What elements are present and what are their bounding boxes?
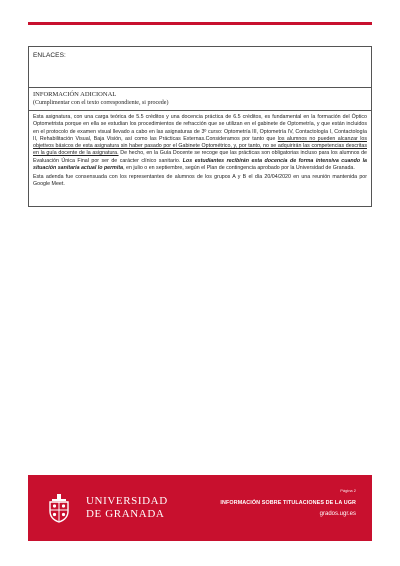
additional-info-subtitle: (Cumplimentar con el texto correspondiente, si procede) [33, 100, 169, 106]
additional-info-header [28, 88, 372, 111]
additional-info-body [28, 111, 372, 207]
paragraph-2: Esta adenda fue consensuada con los representantes de alumnos de los grupos A y B el día 20/04/2020 en una reunión mantenida por Google Meet. [33, 174, 367, 188]
header-rule [28, 22, 372, 25]
links-label: ENLACES: [33, 52, 66, 59]
grados-link[interactable]: grados.ugr.es [319, 511, 356, 517]
page-number: Página 2 [340, 488, 356, 493]
paragraph-1-run: , en julio o en septiembre, según el Plan de contingencia aprobado por la Universidad de Granada. [123, 165, 355, 172]
university-name-line2: DE GRANADA [86, 508, 165, 520]
university-seal-icon [46, 493, 72, 523]
paragraph-1 [33, 114, 367, 172]
paragraph-1-run: Los estudiantes recibirán esta docencia de forma intensiva cuando la situación sanitaria actual lo permita [33, 157, 367, 172]
footer [28, 475, 372, 541]
paragraph-1-run: Esta asignatura, con una carga teórica de 5.5 créditos y una docencia práctica de 6.5 créditos, es fundamental en la formación del Óptico Optometrista porque en ella se estudian los procedimientos de refracción que se utilizan en el gabinete de Optometría, y que están incluidos en el protocolo de examen visual llevado a cabo en las asignaturas de 3º curso: Optometría III, Optometría IV, Contactología I, Contactología II, Rehabilitación Visual, Baja Visión, así como las Prácticas Externas.Consideramos por tanto que [33, 114, 367, 142]
paragraph-1-run: los alumnos no pueden alcanzar los objetivos básicos de esta asignatura sin haber pasado por el Gabinete Optométrico, y, por tanto, no se adquirirán las competencias descritas en la guía docente de la asignatura. [33, 135, 367, 157]
additional-info-title: INFORMACIÓN ADICIONAL [33, 91, 117, 98]
paragraph-1-run: De hecho, en la Guía Docente se recoge que las prácticas son obligatorias incluso para los alumnos de Evaluación Única Final por ser de carácter clínico sanitario. [33, 150, 367, 164]
titles-info-label: INFORMACIÓN SOBRE TITULACIONES DE LA UGR [220, 500, 356, 506]
university-name-line1: UNIVERSIDAD [86, 495, 168, 507]
links-section [28, 46, 372, 88]
